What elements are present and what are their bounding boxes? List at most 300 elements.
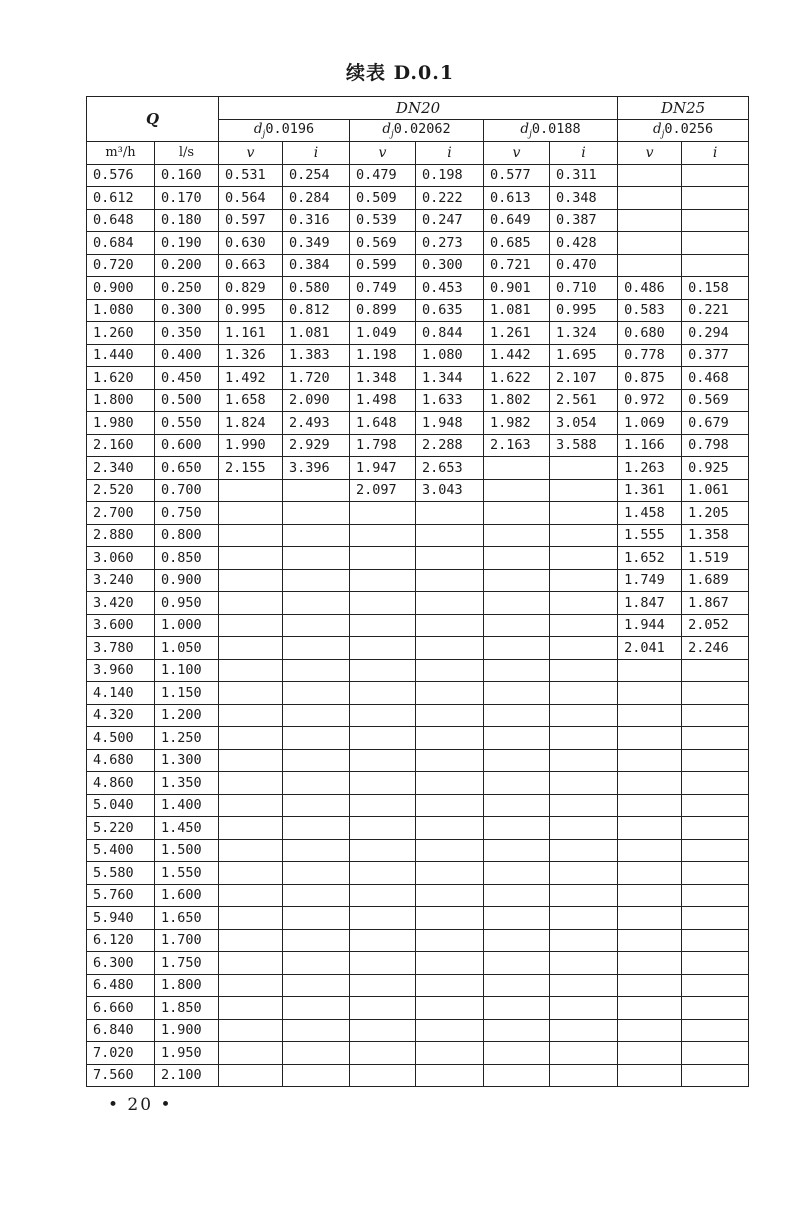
table-cell: 0.995 — [219, 299, 283, 322]
table-cell: 0.198 — [416, 164, 484, 187]
table-cell — [550, 749, 618, 772]
page-number: • 20 • — [108, 1095, 173, 1115]
table-cell — [618, 772, 682, 795]
table-cell — [484, 884, 550, 907]
table-cell — [350, 727, 416, 750]
table-cell: 0.479 — [350, 164, 416, 187]
table-cell — [682, 839, 749, 862]
table-cell — [550, 772, 618, 795]
table-cell — [350, 929, 416, 952]
table-row — [87, 839, 749, 862]
table-cell: 2.107 — [550, 367, 618, 390]
table-cell: 0.649 — [484, 209, 550, 232]
table-row — [87, 592, 749, 615]
table-cell — [283, 772, 350, 795]
table-row — [87, 457, 749, 480]
table-cell — [219, 637, 283, 660]
table-cell — [618, 187, 682, 210]
table-cell: 0.158 — [682, 277, 749, 300]
table-cell: 0.721 — [484, 254, 550, 277]
table-cell: 0.564 — [219, 187, 283, 210]
table-cell — [219, 727, 283, 750]
table-cell: 1.081 — [484, 299, 550, 322]
table-cell: 1.847 — [618, 592, 682, 615]
table-cell — [550, 907, 618, 930]
table-row — [87, 637, 749, 660]
table-cell — [618, 884, 682, 907]
table-cell: 4.140 — [87, 682, 155, 705]
gradient-header: i — [416, 142, 484, 165]
table-cell — [682, 254, 749, 277]
table-cell — [682, 772, 749, 795]
table-cell — [484, 997, 550, 1020]
table-cell — [350, 839, 416, 862]
table-cell — [350, 862, 416, 885]
table-cell — [484, 547, 550, 570]
table-cell: 6.480 — [87, 974, 155, 997]
table-cell: 0.300 — [416, 254, 484, 277]
table-cell: 3.240 — [87, 569, 155, 592]
table-cell — [416, 637, 484, 660]
table-cell — [350, 524, 416, 547]
table-cell — [618, 682, 682, 705]
table-cell — [550, 457, 618, 480]
table-cell: 1.900 — [155, 1019, 219, 1042]
table-cell — [416, 839, 484, 862]
table-row — [87, 479, 749, 502]
velocity-header: v — [219, 142, 283, 165]
table-cell — [550, 974, 618, 997]
table-cell — [219, 547, 283, 570]
table-cell: 0.450 — [155, 367, 219, 390]
table-cell: 1.061 — [682, 479, 749, 502]
table-cell: 0.700 — [155, 479, 219, 502]
velocity-header: v — [618, 142, 682, 165]
table-cell: 0.221 — [682, 299, 749, 322]
table-cell: 1.050 — [155, 637, 219, 660]
table-row — [87, 659, 749, 682]
table-cell — [350, 817, 416, 840]
table-cell — [416, 682, 484, 705]
table-cell: 0.316 — [283, 209, 350, 232]
table-cell: 2.100 — [155, 1064, 219, 1087]
table-cell — [219, 1042, 283, 1065]
table-cell: 3.588 — [550, 434, 618, 457]
table-cell: 0.580 — [283, 277, 350, 300]
table-cell — [618, 794, 682, 817]
table-cell — [283, 502, 350, 525]
table-cell — [350, 502, 416, 525]
table-cell: 0.222 — [416, 187, 484, 210]
table-cell — [283, 1019, 350, 1042]
table-row — [87, 412, 749, 435]
table-cell: 0.348 — [550, 187, 618, 210]
table-cell — [484, 1042, 550, 1065]
table-cell — [283, 569, 350, 592]
table-cell: 1.150 — [155, 682, 219, 705]
table-cell — [618, 232, 682, 255]
table-cell — [484, 817, 550, 840]
table-cell — [550, 614, 618, 637]
table-cell: 2.561 — [550, 389, 618, 412]
table-cell — [550, 592, 618, 615]
table-cell: 0.925 — [682, 457, 749, 480]
table-cell: 5.940 — [87, 907, 155, 930]
table-cell: 4.860 — [87, 772, 155, 795]
table-cell: 0.899 — [350, 299, 416, 322]
table-cell — [618, 164, 682, 187]
table-cell: 0.509 — [350, 187, 416, 210]
table-cell: 1.720 — [283, 367, 350, 390]
table-row — [87, 929, 749, 952]
table-cell: 0.850 — [155, 547, 219, 570]
table-cell: 1.824 — [219, 412, 283, 435]
table-cell — [682, 884, 749, 907]
table-cell: 0.294 — [682, 322, 749, 345]
table-cell — [219, 659, 283, 682]
table-cell: 7.020 — [87, 1042, 155, 1065]
table-row — [87, 547, 749, 570]
table-cell — [550, 839, 618, 862]
table-cell — [550, 524, 618, 547]
table-cell: 0.284 — [283, 187, 350, 210]
table-cell: 2.052 — [682, 614, 749, 637]
table-cell — [283, 727, 350, 750]
table-row — [87, 209, 749, 232]
table-cell — [350, 1064, 416, 1087]
table-cell — [416, 547, 484, 570]
velocity-header: v — [484, 142, 550, 165]
table-cell — [219, 524, 283, 547]
table-cell — [416, 524, 484, 547]
table-row — [87, 727, 749, 750]
table-cell — [283, 592, 350, 615]
table-cell: 3.043 — [416, 479, 484, 502]
table-cell: 1.620 — [87, 367, 155, 390]
table-cell — [618, 817, 682, 840]
table-cell — [416, 817, 484, 840]
table-cell: 0.470 — [550, 254, 618, 277]
table-cell — [618, 907, 682, 930]
table-cell — [416, 1019, 484, 1042]
table-cell — [682, 862, 749, 885]
group-header-dn20: DN20 — [219, 97, 618, 120]
table-row — [87, 749, 749, 772]
table-cell — [416, 907, 484, 930]
table-cell: 1.658 — [219, 389, 283, 412]
table-cell: 0.798 — [682, 434, 749, 457]
table-cell — [484, 749, 550, 772]
table-cell — [416, 749, 484, 772]
table-cell: 1.383 — [283, 344, 350, 367]
table-cell — [682, 164, 749, 187]
table-cell: 4.680 — [87, 749, 155, 772]
table-cell: 1.200 — [155, 704, 219, 727]
table-cell — [416, 659, 484, 682]
table-cell — [484, 502, 550, 525]
table-cell: 0.599 — [350, 254, 416, 277]
table-cell — [550, 547, 618, 570]
table-cell — [550, 682, 618, 705]
table-cell — [618, 1019, 682, 1042]
table-cell — [283, 704, 350, 727]
table-row — [87, 569, 749, 592]
table-cell — [283, 794, 350, 817]
table-cell — [350, 772, 416, 795]
table-cell: 0.273 — [416, 232, 484, 255]
table-cell — [350, 907, 416, 930]
table-cell: 5.040 — [87, 794, 155, 817]
table-cell: 0.387 — [550, 209, 618, 232]
table-cell — [484, 1064, 550, 1087]
table-cell: 1.798 — [350, 434, 416, 457]
table-cell: 1.990 — [219, 434, 283, 457]
table-cell — [219, 479, 283, 502]
table-cell — [283, 479, 350, 502]
table-row — [87, 1042, 749, 1065]
table-cell: 1.080 — [416, 344, 484, 367]
table-cell: 2.160 — [87, 434, 155, 457]
table-cell — [682, 232, 749, 255]
table-cell: 1.348 — [350, 367, 416, 390]
table-row — [87, 389, 749, 412]
table-cell: 0.350 — [155, 322, 219, 345]
table-cell — [219, 772, 283, 795]
table-cell — [416, 502, 484, 525]
table-cell: 1.166 — [618, 434, 682, 457]
table-cell: 0.384 — [283, 254, 350, 277]
table-cell — [350, 749, 416, 772]
table-cell — [350, 682, 416, 705]
table-cell: 2.288 — [416, 434, 484, 457]
table-cell: 2.097 — [350, 479, 416, 502]
table-cell — [416, 704, 484, 727]
table-cell — [219, 997, 283, 1020]
table-cell: 0.539 — [350, 209, 416, 232]
table-cell — [283, 637, 350, 660]
table-cell: 1.400 — [155, 794, 219, 817]
table-cell — [350, 794, 416, 817]
table-cell: 0.170 — [155, 187, 219, 210]
diameter-header: $d_j0.0196$ — [219, 119, 350, 142]
table-row — [87, 502, 749, 525]
table-cell: 1.350 — [155, 772, 219, 795]
table-cell — [550, 997, 618, 1020]
table-cell: 1.458 — [618, 502, 682, 525]
table-cell — [350, 884, 416, 907]
diameter-header: $d_j0.0256$ — [618, 119, 749, 142]
table-cell: 1.100 — [155, 659, 219, 682]
table-cell — [416, 592, 484, 615]
table-cell: 1.600 — [155, 884, 219, 907]
group-header-dn25: DN25 — [618, 97, 749, 120]
table-row — [87, 344, 749, 367]
table-row — [87, 322, 749, 345]
table-cell — [219, 704, 283, 727]
table-cell — [682, 1042, 749, 1065]
table-cell: 0.250 — [155, 277, 219, 300]
table-cell — [416, 614, 484, 637]
table-cell: 0.685 — [484, 232, 550, 255]
table-cell — [484, 659, 550, 682]
table-cell: 6.840 — [87, 1019, 155, 1042]
table-row — [87, 952, 749, 975]
table-cell: 0.720 — [87, 254, 155, 277]
table-cell — [682, 817, 749, 840]
table-cell: 0.500 — [155, 389, 219, 412]
table-cell: 0.377 — [682, 344, 749, 367]
table-cell: 3.060 — [87, 547, 155, 570]
table-cell — [219, 974, 283, 997]
table-cell: 2.155 — [219, 457, 283, 480]
table-cell: 0.190 — [155, 232, 219, 255]
table-cell: 1.344 — [416, 367, 484, 390]
table-cell: 0.844 — [416, 322, 484, 345]
table-cell: 1.261 — [484, 322, 550, 345]
table-cell — [283, 614, 350, 637]
table-row — [87, 1064, 749, 1087]
table-row — [87, 277, 749, 300]
table-cell: 0.453 — [416, 277, 484, 300]
table-cell: 1.802 — [484, 389, 550, 412]
table-cell — [416, 794, 484, 817]
table-cell: 0.613 — [484, 187, 550, 210]
table-cell: 0.569 — [350, 232, 416, 255]
table-cell: 3.420 — [87, 592, 155, 615]
table-cell: 0.428 — [550, 232, 618, 255]
table-cell — [350, 659, 416, 682]
table-cell: 0.254 — [283, 164, 350, 187]
table-cell — [416, 929, 484, 952]
table-cell — [416, 862, 484, 885]
table-cell: 1.550 — [155, 862, 219, 885]
table-cell — [618, 727, 682, 750]
table-cell: 2.653 — [416, 457, 484, 480]
table-cell: 1.948 — [416, 412, 484, 435]
table-cell: 0.583 — [618, 299, 682, 322]
table-cell — [416, 1064, 484, 1087]
table-cell — [350, 547, 416, 570]
table-row — [87, 434, 749, 457]
table-cell — [219, 817, 283, 840]
table-cell — [283, 839, 350, 862]
table-cell: 0.300 — [155, 299, 219, 322]
table-body — [87, 164, 749, 1087]
gradient-header: i — [682, 142, 749, 165]
table-cell — [283, 884, 350, 907]
table-cell: 1.250 — [155, 727, 219, 750]
table-cell: 1.750 — [155, 952, 219, 975]
table-cell: 2.700 — [87, 502, 155, 525]
table-cell — [618, 839, 682, 862]
table-cell: 0.650 — [155, 457, 219, 480]
table-cell — [618, 704, 682, 727]
table-row — [87, 907, 749, 930]
table-cell: 1.652 — [618, 547, 682, 570]
table-cell — [219, 794, 283, 817]
table-cell: 3.396 — [283, 457, 350, 480]
table-cell — [550, 794, 618, 817]
table-row — [87, 164, 749, 187]
table-cell — [550, 727, 618, 750]
table-cell — [350, 569, 416, 592]
table-cell: 1.980 — [87, 412, 155, 435]
table-cell: 1.300 — [155, 749, 219, 772]
table-cell: 2.246 — [682, 637, 749, 660]
table-cell — [550, 659, 618, 682]
table-cell: 2.041 — [618, 637, 682, 660]
table-cell — [682, 187, 749, 210]
table-cell — [618, 862, 682, 885]
table-cell: 1.695 — [550, 344, 618, 367]
q-header: Q — [87, 97, 219, 142]
table-cell: 1.749 — [618, 569, 682, 592]
table-title: 续表 D.0.1 — [345, 62, 455, 84]
table-row — [87, 524, 749, 547]
table-cell: 0.901 — [484, 277, 550, 300]
table-cell — [550, 479, 618, 502]
table-cell — [416, 569, 484, 592]
table-cell — [219, 1019, 283, 1042]
table-cell — [682, 974, 749, 997]
table-cell: 0.749 — [350, 277, 416, 300]
table-cell — [283, 862, 350, 885]
table-cell — [416, 727, 484, 750]
table-cell: 1.358 — [682, 524, 749, 547]
gradient-header: i — [283, 142, 350, 165]
table-cell — [219, 862, 283, 885]
table-cell — [283, 974, 350, 997]
table-cell: 1.442 — [484, 344, 550, 367]
table-cell: 1.000 — [155, 614, 219, 637]
table-cell: 0.950 — [155, 592, 219, 615]
table-cell: 0.680 — [618, 322, 682, 345]
table-cell — [550, 1019, 618, 1042]
table-cell: 0.597 — [219, 209, 283, 232]
table-cell — [219, 502, 283, 525]
table-row — [87, 997, 749, 1020]
table-cell — [484, 457, 550, 480]
table-cell — [484, 772, 550, 795]
table-cell — [618, 997, 682, 1020]
table-cell — [484, 704, 550, 727]
table-cell — [484, 929, 550, 952]
table-cell — [350, 974, 416, 997]
table-cell: 6.660 — [87, 997, 155, 1020]
table-cell: 0.349 — [283, 232, 350, 255]
table-cell — [350, 637, 416, 660]
table-cell — [682, 1064, 749, 1087]
table-cell — [416, 997, 484, 1020]
table-cell — [682, 1019, 749, 1042]
table-cell: 5.760 — [87, 884, 155, 907]
table-cell — [682, 682, 749, 705]
table-cell — [484, 1019, 550, 1042]
table-row — [87, 862, 749, 885]
table-cell: 1.800 — [155, 974, 219, 997]
table-cell — [618, 1042, 682, 1065]
table-cell: 1.947 — [350, 457, 416, 480]
table-cell — [484, 794, 550, 817]
table-cell — [283, 907, 350, 930]
table-cell — [219, 569, 283, 592]
table-cell: 1.944 — [618, 614, 682, 637]
table-cell: 3.780 — [87, 637, 155, 660]
table-cell — [484, 682, 550, 705]
table-cell: 1.263 — [618, 457, 682, 480]
table-cell — [350, 1042, 416, 1065]
table-cell: 0.635 — [416, 299, 484, 322]
